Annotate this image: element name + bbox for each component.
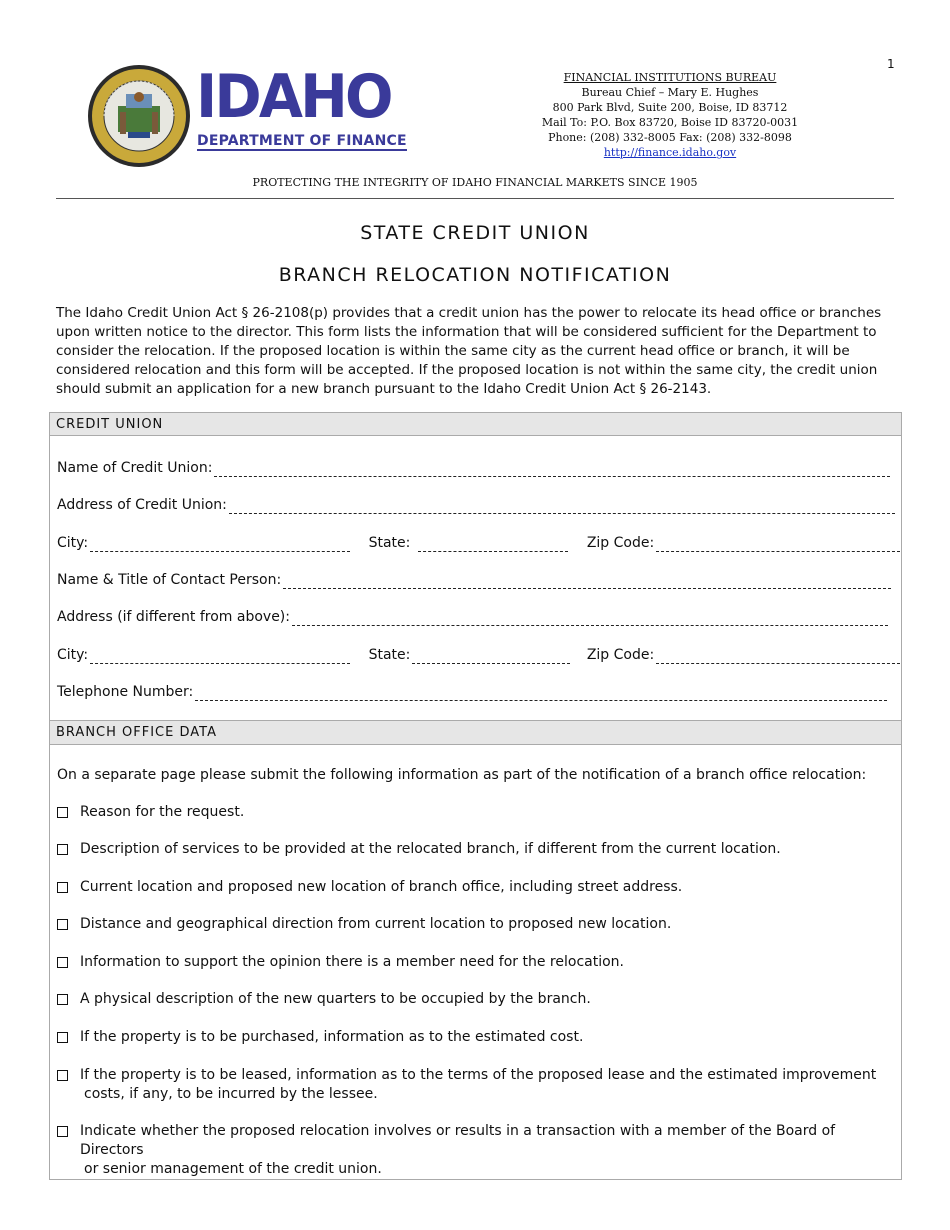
field-label: Name of Credit Union: — [57, 460, 213, 476]
tagline: PROTECTING THE INTEGRITY OF IDAHO FINANCIAL MARKETS SINCE 1905 — [252, 176, 698, 189]
intro-paragraph: The Idaho Credit Union Act § 26-2108(p) provides that a credit union has the power to relocate its head office or branches upon written notice to the director. This form lists the information that will be considered sufficient for the Department to consider the relocation. If the proposed location is within the same city as the current head office or branch, it will be considered relocation and this form will be accepted. If the proposed location is not within the same city, the credit union should submit an application for a new branch pursuant to the Idaho Credit Union Act § 26-2143. — [56, 305, 882, 397]
field-label: Address of Credit Union: — [57, 497, 227, 513]
checklist-item-text: Distance and geographical direction from current location to proposed new location. — [80, 916, 672, 932]
form-box — [49, 412, 902, 1180]
bureau-website-link[interactable]: http://finance.idaho.gov — [603, 146, 737, 159]
page-number: 1 — [887, 57, 895, 71]
checklist-item — [57, 953, 892, 972]
checklist-item-text: Current location and proposed new location of branch office, including street address. — [80, 879, 683, 895]
checklist-item — [57, 990, 892, 1009]
checkbox-icon[interactable] — [57, 807, 68, 818]
checklist-item-text: Reason for the request. — [80, 804, 245, 820]
checklist-item-text: Indicate whether the proposed relocation involves or results in a transaction with a member of the Board of Directors — [80, 1123, 836, 1158]
city-state-zip-row — [57, 534, 900, 552]
form-title: STATE CREDIT UNION — [360, 222, 590, 244]
field-label: City: — [57, 535, 89, 551]
checklist-item-text: Description of services to be provided at the relocated branch, if different from the current location. — [80, 841, 781, 857]
field-label: State: — [368, 647, 411, 663]
bureau-chief: Bureau Chief – Mary E. Hughes — [581, 86, 759, 99]
field-label: Zip Code: — [586, 535, 655, 551]
contact-person-row — [57, 571, 891, 589]
section-header-credit-union: CREDIT UNION — [50, 413, 901, 436]
idaho-state-seal — [86, 64, 192, 168]
checkbox-icon[interactable] — [57, 1032, 68, 1043]
field-label: City: — [57, 647, 89, 663]
telephone-field[interactable] — [195, 685, 887, 701]
checkbox-icon[interactable] — [57, 844, 68, 855]
checklist-item-text: If the property is to be leased, information as to the terms of the proposed lease and the estimated improvement — [80, 1067, 877, 1083]
section-header-branch-office-data: BRANCH OFFICE DATA — [50, 720, 901, 745]
field-label: Address (if different from above): — [57, 609, 290, 625]
field-label: State: — [368, 535, 411, 551]
department-of-finance-logo: DEPARTMENT OF FINANCE — [197, 133, 407, 149]
checklist-item — [57, 1066, 892, 1104]
contact-person-field[interactable] — [283, 573, 891, 589]
credit-union-address-field[interactable] — [229, 498, 895, 514]
credit-union-name-field[interactable] — [214, 461, 890, 477]
zip-code-field-2[interactable] — [656, 648, 900, 664]
checklist-item-text: Information to support the opinion there is a member need for the relocation. — [80, 954, 624, 970]
telephone-row — [57, 683, 887, 701]
checkbox-icon[interactable] — [57, 957, 68, 968]
zip-code-field[interactable] — [656, 536, 900, 552]
credit-union-name-row — [57, 459, 890, 477]
city-field-2[interactable] — [90, 648, 350, 664]
checklist-item-text-continued: or senior management of the credit union. — [84, 1161, 382, 1177]
field-label: Telephone Number: — [57, 684, 194, 700]
checklist-item — [57, 1122, 892, 1179]
state-field-2[interactable] — [412, 648, 570, 664]
field-label: Name & Title of Contact Person: — [57, 572, 282, 588]
bureau-address: 800 Park Blvd, Suite 200, Boise, ID 83712 — [552, 101, 788, 114]
checklist-item-text-continued: costs, if any, to be incurred by the lessee. — [84, 1086, 378, 1102]
credit-union-address-row — [57, 496, 895, 514]
checkbox-icon[interactable] — [57, 882, 68, 893]
header-divider — [56, 198, 894, 199]
field-label: Zip Code: — [586, 647, 655, 663]
city-field[interactable] — [90, 536, 350, 552]
bureau-phone: Phone: (208) 332-8005 Fax: (208) 332-8098 — [548, 131, 792, 144]
checklist-item-text: If the property is to be purchased, information as to the estimated cost. — [80, 1029, 584, 1045]
state-field[interactable] — [418, 536, 568, 552]
bureau-mail: Mail To: P.O. Box 83720, Boise ID 83720-0031 — [541, 116, 799, 129]
idaho-logo-word: IDAHO — [196, 62, 391, 132]
alt-address-row — [57, 608, 888, 626]
checkbox-icon[interactable] — [57, 1126, 68, 1137]
bureau-title: FINANCIAL INSTITUTIONS BUREAU — [563, 71, 777, 84]
bureau-contact-block — [520, 70, 820, 160]
checkbox-icon[interactable] — [57, 1070, 68, 1081]
form-subtitle: BRANCH RELOCATION NOTIFICATION — [278, 264, 672, 286]
checklist-item — [57, 1028, 892, 1047]
checklist-item — [57, 915, 892, 934]
branch-instructions: On a separate page please submit the following information as part of the notification of a branch office relocation: — [57, 767, 867, 783]
checklist-item — [57, 803, 892, 822]
alt-address-field[interactable] — [292, 610, 888, 626]
checkbox-icon[interactable] — [57, 919, 68, 930]
checklist-item — [57, 840, 892, 859]
city-state-zip-row-2 — [57, 646, 900, 664]
checklist-item — [57, 878, 892, 897]
checkbox-icon[interactable] — [57, 994, 68, 1005]
checklist-item-text: A physical description of the new quarters to be occupied by the branch. — [80, 991, 591, 1007]
